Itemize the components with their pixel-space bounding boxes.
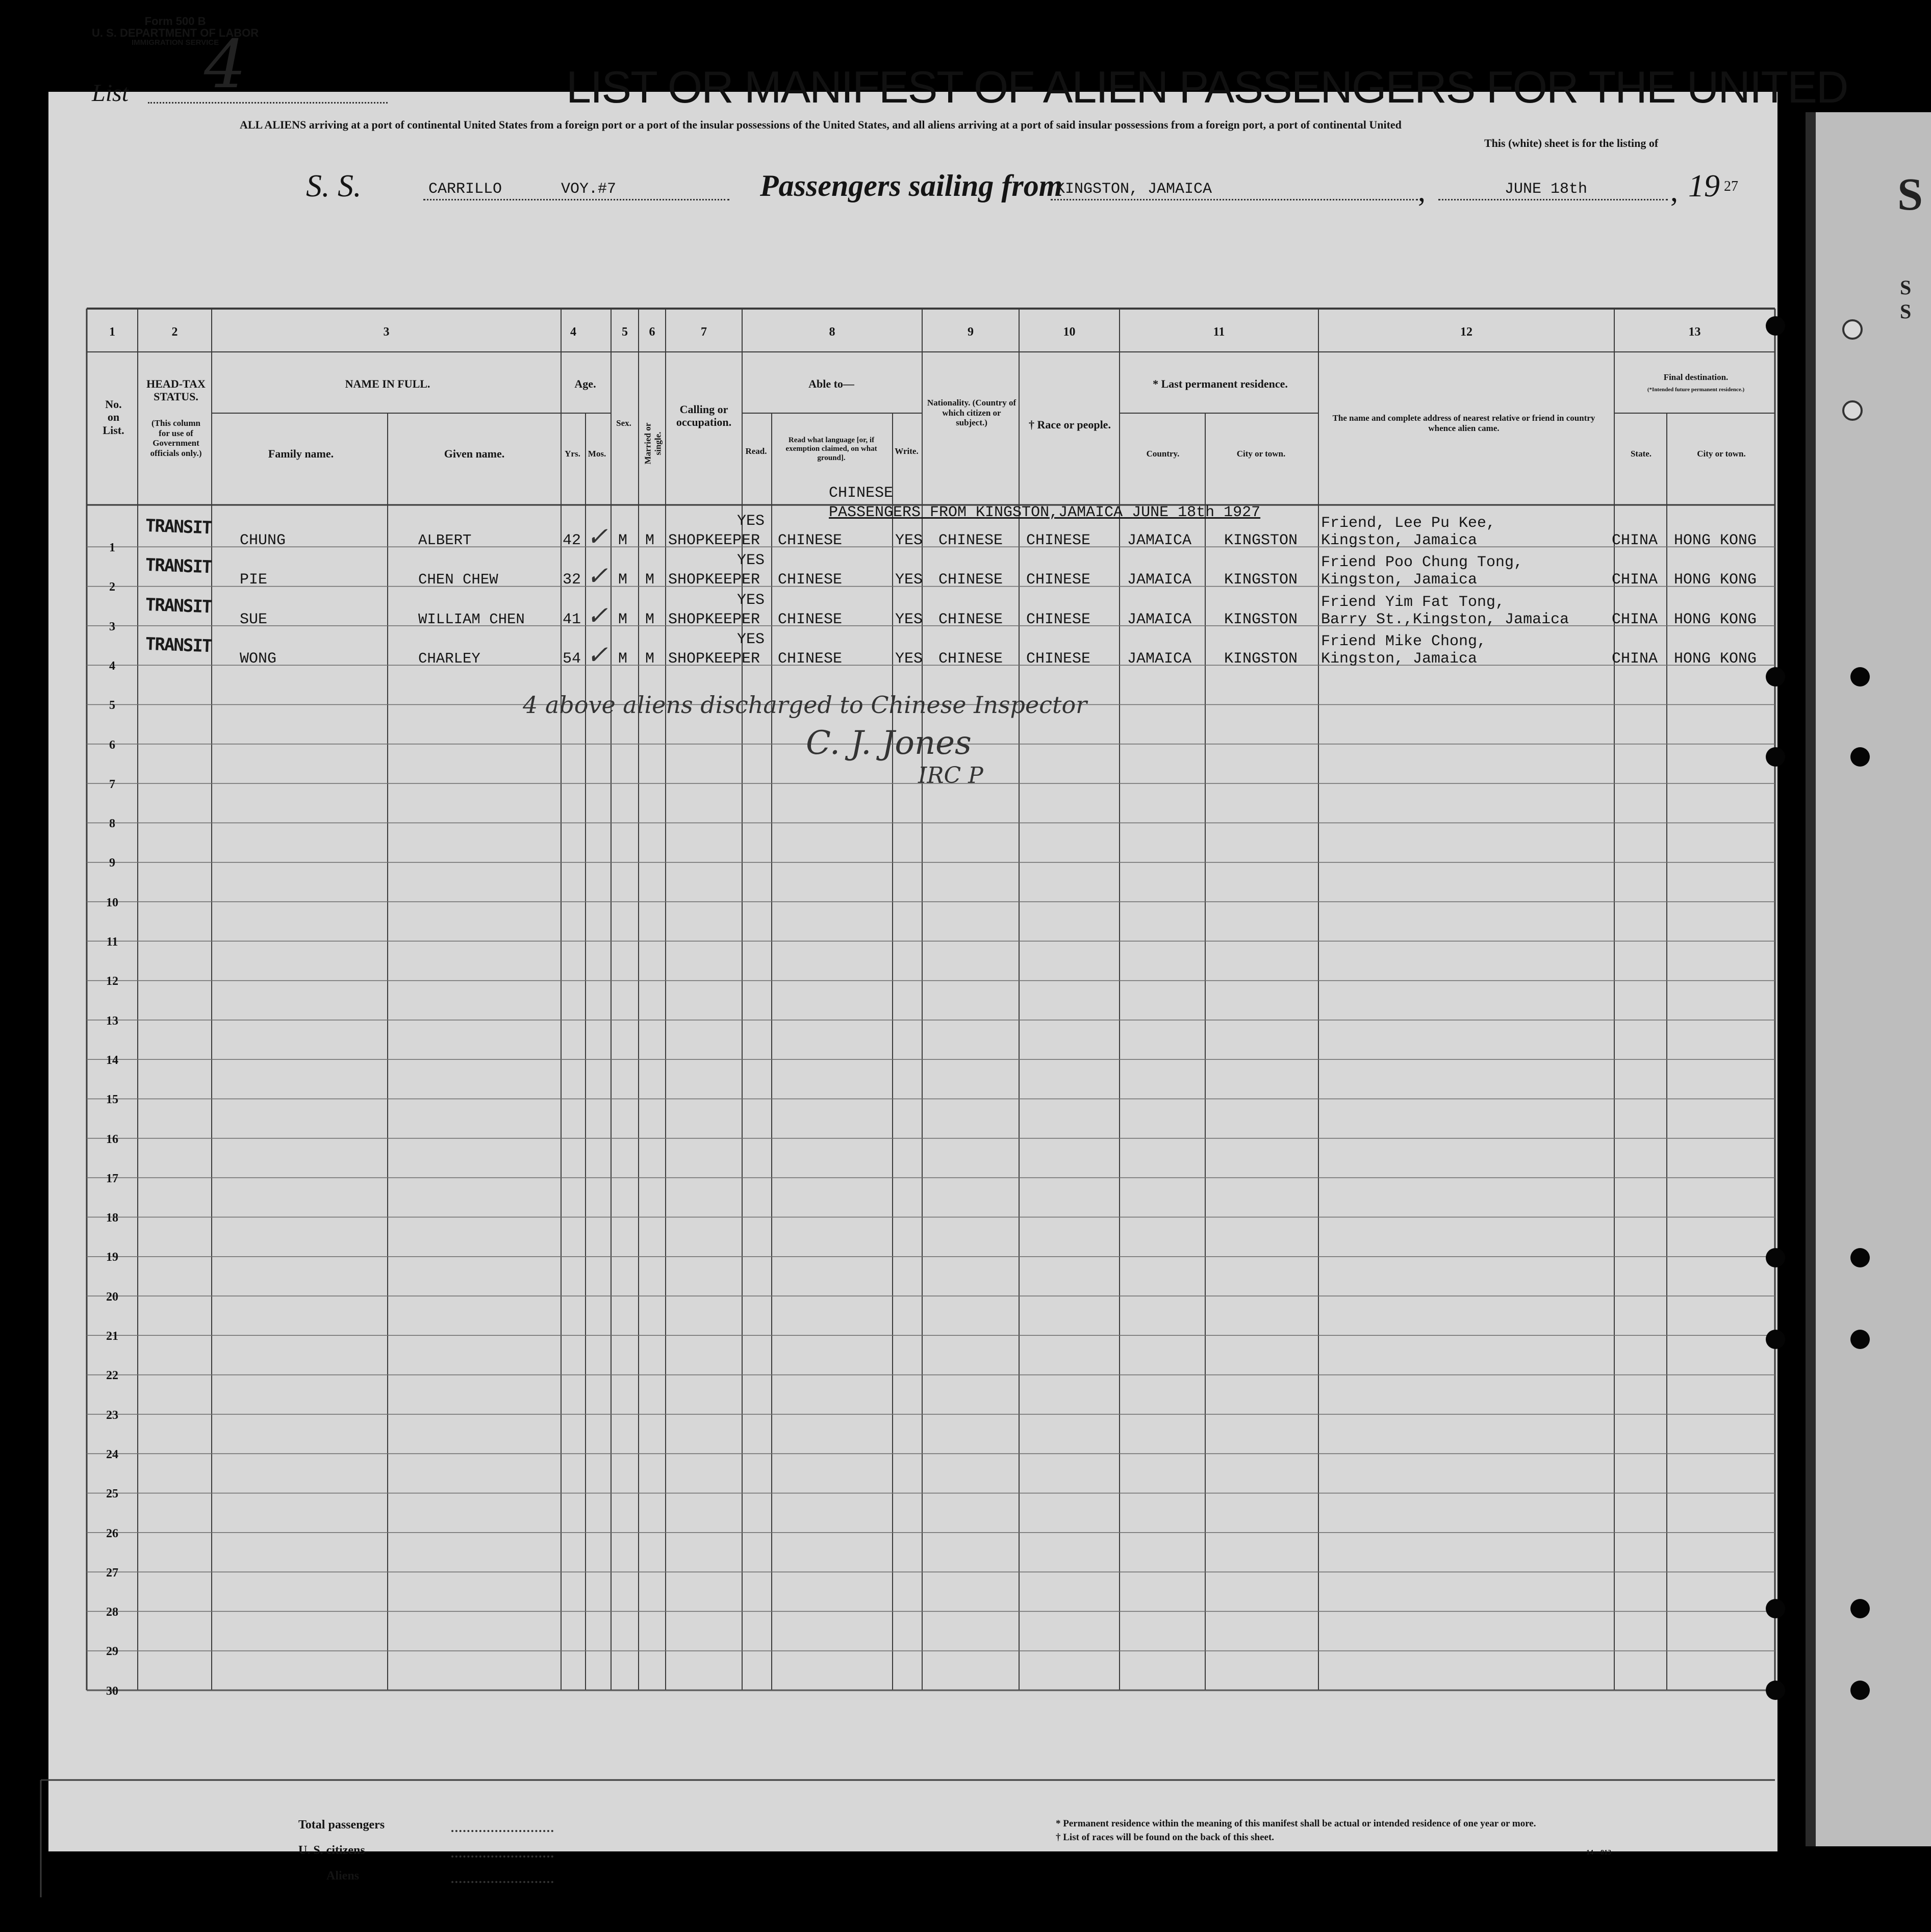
year-suffix: 27 [1724, 179, 1738, 194]
punch-hole [1850, 1330, 1870, 1349]
punch-hole [1850, 1599, 1870, 1618]
occupation: SHOPKEEPER [668, 650, 760, 668]
punch-hole [1766, 1248, 1785, 1267]
header-dest-city: City or town. [1697, 449, 1746, 459]
page-title: LIST OR MANIFEST OF ALIEN PASSENGERS FOR THE UNITED [566, 62, 1848, 112]
column-number: 10 [1063, 325, 1076, 339]
header-yrs: Yrs. [565, 449, 580, 459]
header-last-residence: * Last permanent residence. [1153, 377, 1288, 390]
family-name: CHUNG [240, 532, 286, 549]
footnote-residence: * Permanent residence within the meaning of this manifest shall be actual or intended residence of one year or more. [1056, 1818, 1536, 1829]
intro-line-1: ALL ALIENS arriving at a port of continental United States from a foreign port or a port of the insular possessions of the United States, and all aliens arriving at a port of said insular possessions from a foreign port, a port of continental United [240, 118, 1402, 131]
header-head-tax-note: (This column for use of Government officials only.) [150, 418, 202, 458]
can-write: YES [895, 571, 923, 589]
row-number: 17 [106, 1172, 118, 1185]
nationality: CHINESE [938, 571, 1003, 589]
can-write: YES [895, 650, 923, 668]
read-language: CHINESE [778, 650, 843, 668]
footer-aliens: Aliens [326, 1869, 360, 1883]
header-relative: The name and complete address of nearest relative or friend in country whence alien came. [1332, 413, 1595, 433]
relative-name: Friend Mike Chong, [1321, 632, 1487, 650]
last-residence-city: KINGSTON [1224, 650, 1298, 668]
destination-city: HONG KONG [1674, 532, 1757, 549]
punch-hole [1842, 319, 1863, 340]
sailing-port: KINGSTON, JAMAICA [1056, 181, 1212, 198]
row-number: 19 [106, 1251, 118, 1264]
age-years: 41 [563, 611, 581, 628]
row-number: 26 [106, 1527, 118, 1540]
check-mark: ✓ [587, 640, 608, 670]
row-number: 10 [106, 896, 118, 909]
header-read-language: Read what language [or, if exemption claimed, on what ground]. [785, 436, 877, 462]
punch-hole [1766, 1681, 1785, 1700]
read-language: CHINESE [778, 611, 843, 628]
row-number: 16 [106, 1132, 118, 1146]
occupation: SHOPKEEPER [668, 611, 760, 628]
given-name: WILLIAM CHEN [418, 611, 525, 628]
voyage-number: VOY.#7 [561, 181, 617, 198]
nationality: CHINESE [938, 611, 1003, 628]
relative-address: Kingston, Jamaica [1321, 650, 1478, 668]
header-head-tax: HEAD-TAX STATUS. [146, 377, 206, 403]
punch-hole [1766, 667, 1785, 687]
sex: M [618, 532, 628, 549]
intro-line-2: This (white) sheet is for the listing of [1484, 137, 1659, 149]
header-given-name: Given name. [444, 447, 505, 460]
marital-status: M [645, 532, 655, 549]
sex: M [618, 611, 628, 628]
destination-state: CHINA [1612, 532, 1658, 549]
row-number: 21 [106, 1330, 118, 1343]
family-name: SUE [240, 611, 268, 628]
year-prefix: 19 [1688, 169, 1720, 204]
row-number: 18 [106, 1211, 118, 1225]
last-residence-city: KINGSTON [1224, 532, 1298, 549]
occupation: SHOPKEEPER [668, 532, 760, 549]
destination-state: CHINA [1612, 650, 1658, 668]
head-tax-status: TRANSIT [145, 555, 212, 578]
row-number: 13 [106, 1014, 118, 1028]
age-years: 42 [563, 532, 581, 549]
can-read: YES [737, 552, 765, 570]
row-number: 22 [106, 1369, 118, 1383]
column-number: 3 [383, 325, 390, 339]
form-number: Form 500 B [144, 15, 206, 28]
column-number: 7 [701, 325, 707, 339]
race: CHINESE [1026, 571, 1091, 589]
row-number: 11 [106, 935, 118, 949]
service: IMMIGRATION SERVICE [132, 38, 219, 47]
header-calling: Calling or occupation. [676, 403, 732, 429]
occupation: SHOPKEEPER [668, 571, 760, 589]
nationality: CHINESE [938, 650, 1003, 668]
destination-state: CHINA [1612, 571, 1658, 589]
relative-address: Barry St.,Kingston, Jamaica [1321, 611, 1569, 628]
check-mark: ✓ [587, 600, 608, 630]
column-number: 8 [829, 325, 835, 339]
can-read: YES [737, 630, 765, 648]
department: U. S. DEPARTMENT OF LABOR [92, 27, 259, 40]
punch-hole [1842, 400, 1863, 421]
relative-name: Friend Yim Fat Tong, [1321, 593, 1505, 611]
row-number: 6 [109, 738, 115, 752]
sex: M [618, 650, 628, 668]
row-number: 4 [109, 659, 115, 673]
header-sex: Sex. [616, 418, 631, 428]
row-number: 1 [109, 541, 115, 554]
check-mark: ✓ [587, 522, 608, 551]
last-residence-country: JAMAICA [1127, 571, 1192, 589]
last-residence-country: JAMAICA [1127, 532, 1192, 549]
destination-city: HONG KONG [1674, 650, 1757, 668]
column-number: 5 [622, 325, 628, 339]
header-final-dest: Final destination. [1663, 372, 1729, 382]
marital-status: M [645, 650, 655, 668]
row-number: 20 [106, 1290, 118, 1304]
column-number: 12 [1460, 325, 1472, 339]
column-number: 4 [570, 325, 576, 339]
header-write: Write. [895, 446, 919, 456]
row-number: 3 [109, 620, 115, 633]
header-no-on-list: No. on List. [103, 398, 124, 437]
punch-hole [1766, 316, 1785, 336]
relative-address: Kingston, Jamaica [1321, 532, 1478, 549]
inspector-initials: IRC P [918, 762, 983, 789]
header-final-dest-note: (*Intended future permanent residence.) [1647, 387, 1745, 393]
adjacent-page-edge: S S S [1806, 112, 1931, 1846]
header-state: State. [1630, 449, 1652, 459]
row-number: 12 [106, 975, 118, 988]
last-residence-city: KINGSTON [1224, 611, 1298, 628]
punch-hole [1766, 1599, 1785, 1618]
row-number: 24 [106, 1447, 118, 1461]
age-years: 54 [563, 650, 581, 668]
ss-label: S. S. [306, 169, 362, 204]
header-age: Age. [574, 377, 596, 390]
row-number: 2 [109, 580, 115, 594]
column-number: 6 [649, 325, 655, 339]
sex: M [618, 571, 628, 589]
given-name: ALBERT [418, 532, 472, 549]
header-able-to: Able to— [808, 377, 854, 390]
print-code: 14—813 [1586, 1849, 1611, 1857]
row-number: 25 [106, 1487, 118, 1501]
column-number: 11 [1213, 325, 1225, 339]
last-residence-city: KINGSTON [1224, 571, 1298, 589]
can-read: YES [737, 591, 765, 609]
row-number: 27 [106, 1566, 118, 1580]
footer-us-citizens: U. S. citizens [298, 1844, 365, 1857]
family-name: PIE [240, 571, 268, 589]
column-number: 2 [171, 325, 178, 339]
column-number: 9 [968, 325, 974, 339]
read-language: CHINESE [778, 571, 843, 589]
age-years: 32 [563, 571, 581, 589]
group-heading-line-2: PASSENGERS FROM KINGSTON,JAMAICA JUNE 18th 1927 [829, 504, 1261, 521]
ship-name: CARRILLO [428, 181, 502, 198]
relative-address: Kingston, Jamaica [1321, 571, 1478, 589]
marital-status: M [645, 611, 655, 628]
header-mos: Mos. [588, 449, 606, 459]
sailing-label: Passengers sailing from [760, 169, 1063, 202]
row-number: 23 [106, 1408, 118, 1422]
can-write: YES [895, 532, 923, 549]
head-tax-status: TRANSIT [145, 633, 212, 657]
inspector-signature: C. J. Jones [806, 724, 972, 762]
discharge-note: 4 above aliens discharged to Chinese Inspector [523, 691, 1087, 719]
marital-status: M [645, 571, 655, 589]
group-heading-line-1: CHINESE [829, 485, 894, 502]
race: CHINESE [1026, 611, 1091, 628]
last-residence-country: JAMAICA [1127, 650, 1192, 668]
head-tax-status: TRANSIT [145, 515, 212, 539]
column-number: 13 [1688, 325, 1701, 339]
header-married: Married or single. [643, 422, 663, 465]
head-tax-status: TRANSIT [145, 594, 212, 617]
punch-hole [1850, 667, 1870, 687]
row-number: 14 [106, 1053, 118, 1067]
punch-hole [1766, 1330, 1785, 1349]
sailing-date: JUNE 18th [1505, 181, 1588, 198]
destination-city: HONG KONG [1674, 571, 1757, 589]
race: CHINESE [1026, 532, 1091, 549]
list-label: List [92, 80, 129, 107]
punch-hole [1850, 747, 1870, 767]
can-write: YES [895, 611, 923, 628]
header-city: City or town. [1236, 449, 1286, 459]
check-mark: ✓ [587, 561, 608, 591]
row-number: 30 [106, 1684, 118, 1698]
list-number: 4 [204, 26, 246, 103]
header-family-name: Family name. [268, 447, 334, 460]
relative-name: Friend, Lee Pu Kee, [1321, 515, 1496, 532]
last-residence-country: JAMAICA [1127, 611, 1192, 628]
destination-city: HONG KONG [1674, 611, 1757, 628]
given-name: CHARLEY [418, 650, 480, 667]
row-number: 5 [109, 699, 115, 713]
punch-hole [1766, 747, 1785, 767]
row-number: 7 [109, 777, 115, 791]
punch-hole [1850, 1248, 1870, 1267]
destination-state: CHINA [1612, 611, 1658, 628]
footer-total-passengers: Total passengers [298, 1818, 385, 1832]
row-number: 8 [109, 817, 115, 831]
header-name-in-full: NAME IN FULL. [345, 377, 430, 390]
column-number: 1 [109, 325, 115, 339]
race: CHINESE [1026, 650, 1091, 668]
row-number: 29 [106, 1645, 118, 1659]
header-read: Read. [745, 446, 767, 456]
header-race: † Race or people. [1029, 418, 1111, 431]
row-number: 28 [106, 1606, 118, 1619]
header-nationality: Nationality. (Country of which citizen or subject.) [927, 398, 1017, 428]
row-number: 9 [109, 856, 115, 870]
punch-hole [1850, 1681, 1870, 1700]
relative-name: Friend Poo Chung Tong, [1321, 554, 1523, 572]
can-read: YES [737, 513, 765, 530]
nationality: CHINESE [938, 532, 1003, 549]
header-country: Country. [1146, 449, 1180, 459]
read-language: CHINESE [778, 532, 843, 549]
footnote-races: † List of races will be found on the back of this sheet. [1056, 1832, 1275, 1843]
row-number: 15 [106, 1093, 118, 1107]
given-name: CHEN CHEW [418, 571, 498, 589]
family-name: WONG [240, 650, 277, 668]
